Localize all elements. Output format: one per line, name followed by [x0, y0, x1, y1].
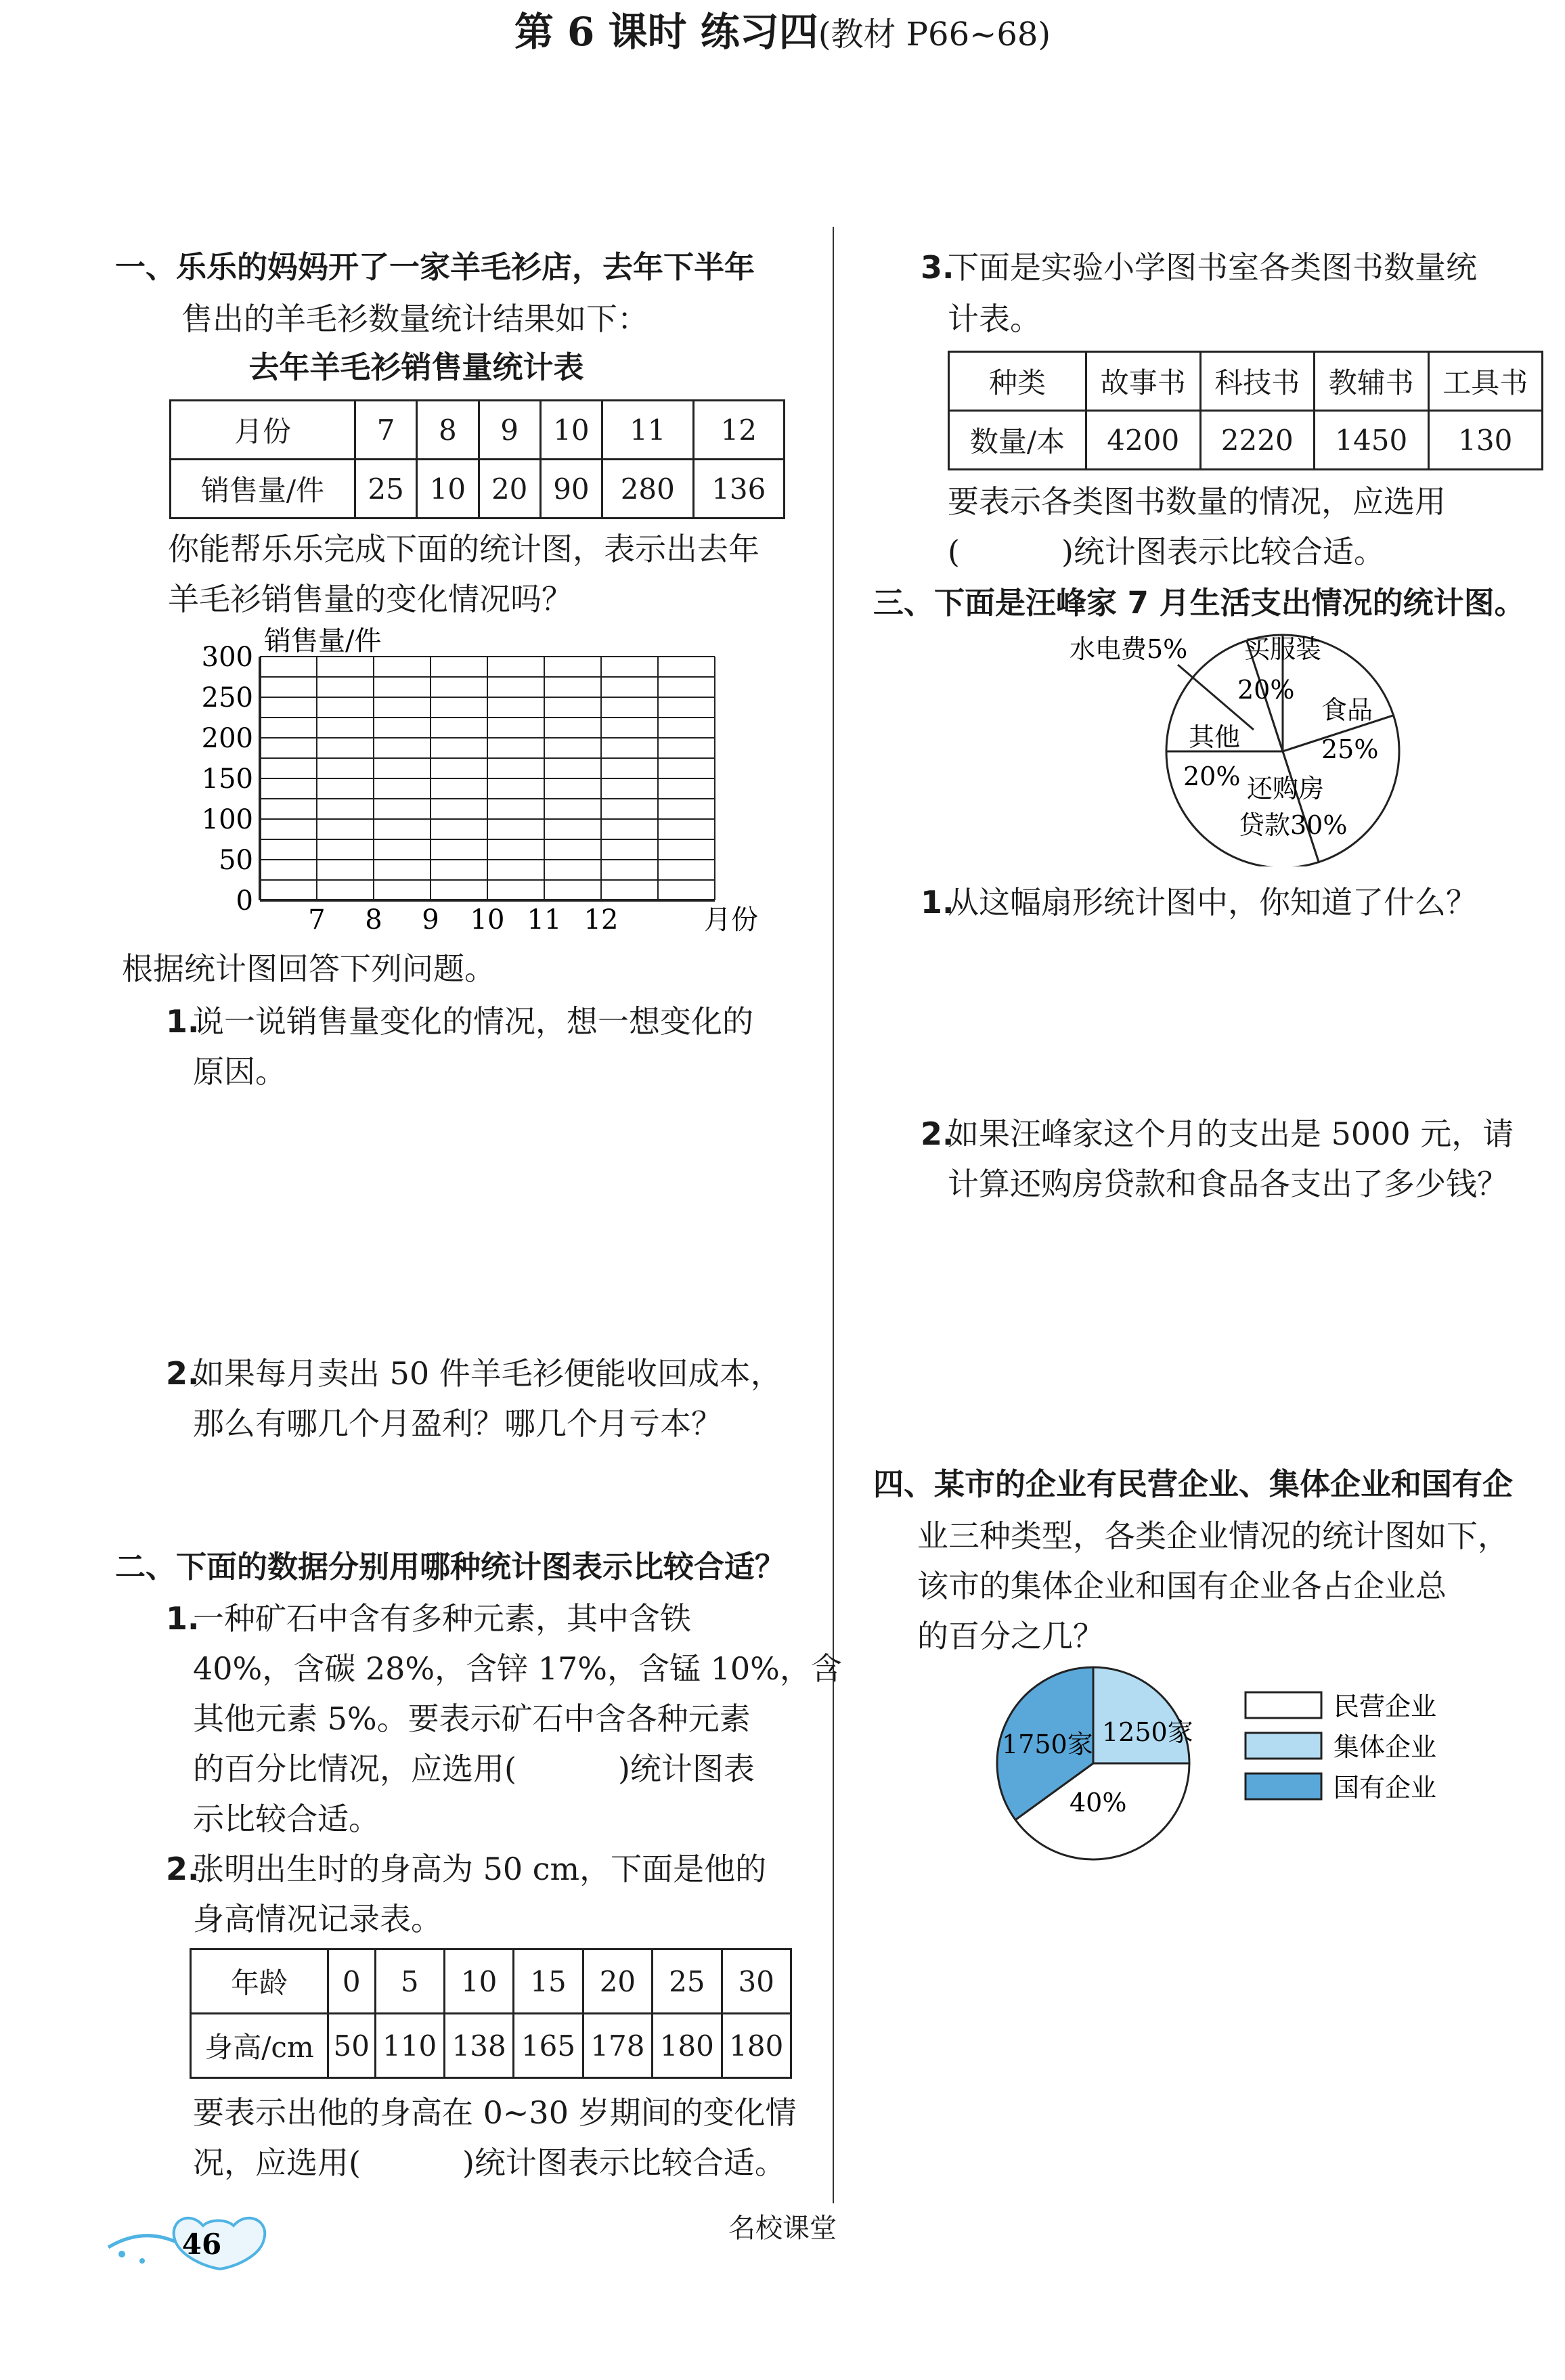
legend-label: 国有企业 [1333, 1773, 1437, 1803]
x-tick-label: 8 [365, 904, 382, 935]
table-cell: 5 [375, 1949, 444, 2014]
table-cell: 180 [722, 2014, 791, 2078]
table-cell: 月份 [171, 401, 355, 460]
table-cell: 科技书 [1200, 352, 1315, 411]
pie-label-private: 40% [1070, 1788, 1127, 1817]
expense-pie-chart [1056, 623, 1421, 866]
q2-line1: 如果每月卖出 50 件羊毛衫便能收回成本， [193, 1355, 782, 1392]
q2-line2: 那么有哪几个月盈利？哪几个月亏本？ [193, 1405, 722, 1442]
column-divider [833, 227, 834, 2203]
y-axis-label: 销售量/件 [264, 625, 382, 657]
dot-decoration-icon [118, 2251, 125, 2257]
y-tick-label: 0 [236, 885, 253, 917]
x-axis-label: 月份 [704, 904, 758, 935]
table-cell: 15 [514, 1949, 583, 2014]
p2q3-after2: ( )统计图表示比较合适。 [948, 533, 1385, 570]
table-cell: 25 [653, 1949, 722, 2014]
part2-header: 二、下面的数据分别用哪种统计图表示比较合适？ [115, 1549, 786, 1585]
table-cell: 10 [417, 460, 479, 519]
table-row [191, 1949, 791, 2014]
table-cell: 数量/本 [949, 411, 1086, 470]
table-cell: 165 [514, 2014, 583, 2078]
y-tick-label: 50 [219, 845, 253, 876]
part1-line2: 售出的羊毛衫数量统计结果如下： [181, 301, 648, 337]
p2q3-after1: 要表示各类图书数量的情况，应选用 [948, 483, 1446, 520]
y-tick-label: 250 [201, 682, 253, 713]
p2q1-line3: 其他元素 5%。要表示矿石中含各种元素 [193, 1700, 751, 1737]
page-number: 46 [181, 2228, 222, 2261]
table-cell: 20 [583, 1949, 652, 2014]
table-cell: 178 [583, 2014, 652, 2078]
table-cell: 故事书 [1086, 352, 1201, 411]
p2q1-line5: 示比较合适。 [193, 1801, 380, 1837]
table-cell: 130 [1428, 411, 1543, 470]
p2q2-line2: 身高情况记录表。 [193, 1901, 442, 1937]
pie-label-clothing: 买服装 [1244, 634, 1322, 664]
table-cell: 30 [722, 1949, 791, 2014]
books-table [948, 351, 1543, 470]
p2q1-line2: 40%，含碳 28%，含锌 17%，含锰 10%，含 [193, 1650, 842, 1687]
table-cell: 身高/cm [191, 2014, 328, 2078]
pie-label-clothing-pct: 20% [1237, 675, 1295, 705]
table-cell: 138 [444, 2014, 513, 2078]
p3q2-number: 2. [921, 1116, 954, 1152]
p2q1-number: 1. [166, 1600, 200, 1637]
x-tick-label: 10 [470, 904, 505, 935]
legend-label: 民营企业 [1333, 1692, 1437, 1721]
part1-prompt1: 你能帮乐乐完成下面的统计图，表示出去年 [168, 531, 759, 567]
p3q1-number: 1. [921, 884, 954, 921]
table-cell: 7 [355, 401, 417, 460]
x-tick-label: 7 [308, 904, 326, 935]
sales-table-title: 去年羊毛衫销售量统计表 [248, 349, 584, 385]
title-textbook-ref: (教材 P66~68) [818, 16, 1051, 53]
pie-label-water: 水电费5% [1070, 634, 1188, 664]
sales-line-chart [190, 623, 799, 941]
y-tick-label: 300 [201, 642, 253, 673]
legend-label: 集体企业 [1333, 1732, 1437, 1762]
table-cell: 136 [693, 460, 784, 519]
dot-decoration-icon [139, 2258, 145, 2264]
table-cell: 180 [653, 2014, 722, 2078]
table-cell: 11 [602, 401, 693, 460]
part4-header: 四、某市的企业有民营企业、集体企业和国有企 [873, 1466, 1514, 1502]
legend-swatch [1246, 1733, 1321, 1759]
pie-slice-collective [1093, 1667, 1189, 1763]
legend-swatch [1246, 1692, 1321, 1718]
table-cell: 50 [328, 2014, 376, 2078]
table-row [949, 411, 1543, 470]
answer-intro: 根据统计图回答下列问题。 [122, 950, 495, 987]
p2q2-after1: 要表示出他的身高在 0~30 岁期间的变化情 [193, 2094, 797, 2131]
pie-label-food: 食品 [1321, 695, 1373, 725]
pie-label-loan: 还购房 [1247, 774, 1325, 803]
table-row [191, 2014, 791, 2078]
x-tick-label: 12 [583, 904, 619, 935]
part3-header: 三、下面是汪峰家 7 月生活支出情况的统计图。 [873, 585, 1525, 621]
table-row [171, 401, 785, 460]
table-cell: 0 [328, 1949, 376, 2014]
table-cell: 90 [540, 460, 602, 519]
table-cell: 种类 [949, 352, 1086, 411]
p3q2-line1: 如果汪峰家这个月的支出是 5000 元，请 [948, 1116, 1514, 1152]
q2-number: 2. [166, 1355, 200, 1392]
table-cell: 25 [355, 460, 417, 519]
page-title [0, 0, 1565, 57]
p2q2-number: 2. [166, 1851, 200, 1887]
y-tick-label: 100 [201, 804, 253, 835]
table-cell: 销售量/件 [171, 460, 355, 519]
table-cell: 8 [417, 401, 479, 460]
table-cell: 280 [602, 460, 693, 519]
q1-line2: 原因。 [193, 1053, 286, 1090]
pie-label-food-pct: 25% [1321, 734, 1379, 764]
legend-swatch [1246, 1773, 1321, 1799]
table-row [949, 352, 1543, 411]
pie-label-other-pct: 20% [1183, 762, 1241, 791]
table-cell: 教辅书 [1315, 352, 1429, 411]
q1-number: 1. [166, 1003, 200, 1040]
p2q2-after2: 况，应选用( )统计图表示比较合适。 [193, 2144, 786, 2181]
pie-label-other: 其他 [1189, 722, 1241, 752]
x-tick-label: 9 [422, 904, 439, 935]
y-tick-label: 200 [201, 723, 253, 754]
part4-line2: 该市的集体企业和国有企业各占企业总 [917, 1568, 1447, 1604]
pie-label-state: 1750家 [1002, 1729, 1093, 1759]
part4-line3: 的百分之几？ [917, 1618, 1104, 1654]
part4-line1: 业三种类型，各类企业情况的统计图如下， [917, 1518, 1509, 1554]
x-tick-label: 11 [527, 904, 562, 935]
table-cell: 年龄 [191, 1949, 328, 2014]
table-cell: 9 [479, 401, 540, 460]
table-cell: 12 [693, 401, 784, 460]
footer-brand: 名校课堂 [728, 2213, 837, 2244]
table-cell: 110 [375, 2014, 444, 2078]
table-row [171, 460, 785, 519]
p2q2-line1: 张明出生时的身高为 50 cm，下面是他的 [193, 1851, 767, 1887]
enterprise-pie-chart [995, 1652, 1482, 1868]
p2q1-line4: 的百分比情况，应选用( )统计图表 [193, 1750, 755, 1787]
part1-header: 一、乐乐的妈妈开了一家羊毛衫店，去年下半年 [115, 249, 755, 285]
table-cell: 20 [479, 460, 540, 519]
p2q3-line1: 下面是实验小学图书室各类图书数量统 [948, 249, 1477, 286]
p2q3-number: 3. [921, 249, 954, 286]
p2q1-line1: 一种矿石中含有多种元素，其中含铁 [193, 1600, 691, 1637]
table-cell: 4200 [1086, 411, 1201, 470]
p2q3-line2: 计表。 [948, 301, 1041, 337]
table-cell: 工具书 [1428, 352, 1543, 411]
table-cell: 10 [540, 401, 602, 460]
y-tick-label: 150 [201, 764, 253, 795]
pie-label-collective: 1250家 [1102, 1717, 1193, 1747]
title-main: 第 6 课时 练习四 [514, 9, 818, 55]
table-cell: 10 [444, 1949, 513, 2014]
height-table [190, 1948, 792, 2079]
p3q2-line2: 计算还购房贷款和食品各支出了多少钱？ [948, 1166, 1508, 1202]
table-cell: 1450 [1315, 411, 1429, 470]
q1-line1: 说一说销售量变化的情况，想一想变化的 [193, 1003, 753, 1040]
table-cell: 2220 [1200, 411, 1315, 470]
part1-prompt2: 羊毛衫销售量的变化情况吗？ [168, 581, 573, 617]
sales-table [169, 399, 785, 519]
p3q1-text: 从这幅扇形统计图中，你知道了什么？ [948, 884, 1477, 921]
pie-label-loan-pct: 贷款30% [1239, 810, 1348, 840]
